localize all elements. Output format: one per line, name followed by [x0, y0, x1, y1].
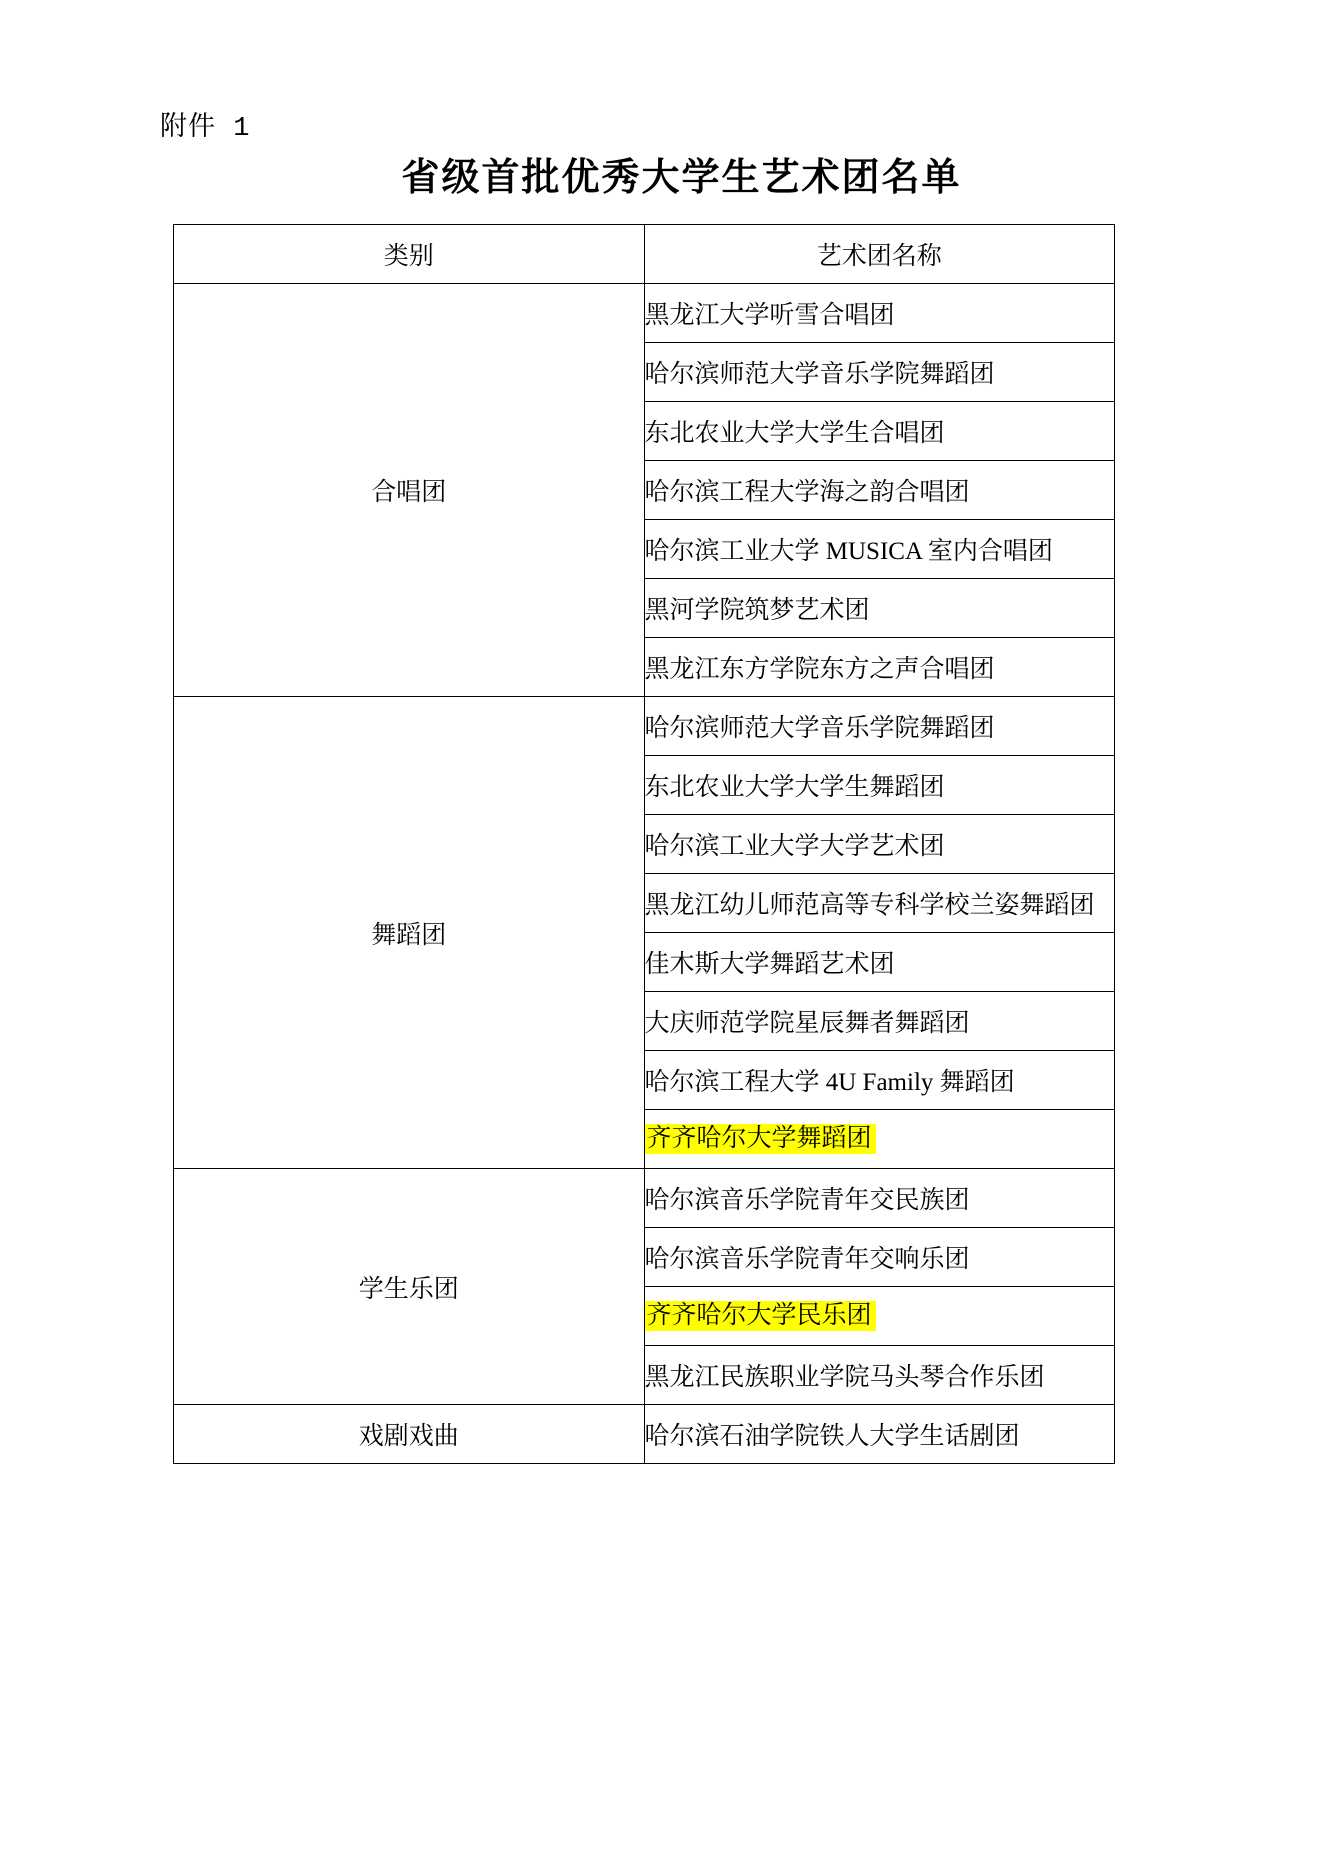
- troupe-name-cell: [644, 1051, 1115, 1110]
- category-cell: 戏剧戏曲: [174, 1405, 645, 1464]
- troupe-name-cell: [644, 638, 1115, 697]
- column-header-name: 艺术团名称: [644, 225, 1115, 284]
- troupe-name-cell: [644, 579, 1115, 638]
- troupe-name: 佳木斯大学舞蹈艺术团: [644, 951, 895, 978]
- troupe-name-cell: [644, 992, 1115, 1051]
- troupe-name-cell: [644, 815, 1115, 874]
- troupe-name-cell: [644, 1169, 1115, 1228]
- troupe-name: 大庆师范学院星辰舞者舞蹈团: [644, 1010, 970, 1037]
- table-row: [174, 284, 1115, 343]
- troupe-name-cell: [644, 1228, 1115, 1287]
- troupe-name: 哈尔滨音乐学院青年交民族团: [644, 1187, 970, 1214]
- troupe-name: 哈尔滨工程大学海之韵合唱团: [644, 479, 970, 506]
- troupe-name: 黑龙江大学听雪合唱团: [644, 302, 895, 329]
- art-troupe-table: [173, 224, 1115, 1464]
- troupe-name-cell: [644, 697, 1115, 756]
- troupe-name-cell: [644, 520, 1115, 579]
- troupe-name: 哈尔滨工业大学 MUSICA 室内合唱团: [644, 538, 1053, 565]
- troupe-name-cell: [644, 343, 1115, 402]
- troupe-name-highlighted: 齐齐哈尔大学民乐团: [645, 1301, 876, 1331]
- troupe-name: 东北农业大学大学生合唱团: [644, 420, 945, 447]
- troupe-name-cell: [644, 1405, 1115, 1464]
- troupe-name: 哈尔滨师范大学音乐学院舞蹈团: [644, 361, 995, 388]
- troupe-name: 哈尔滨音乐学院青年交响乐团: [644, 1246, 970, 1273]
- troupe-name: 哈尔滨工程大学 4U Family 舞蹈团: [644, 1069, 1015, 1096]
- troupe-name-cell: [644, 284, 1115, 343]
- troupe-name: 黑龙江幼儿师范高等专科学校兰姿舞蹈团: [644, 892, 1095, 919]
- troupe-name-cell: [644, 1287, 1115, 1346]
- table-header-row: [174, 225, 1115, 284]
- troupe-name: 黑龙江东方学院东方之声合唱团: [644, 656, 995, 683]
- troupe-name-highlighted: 齐齐哈尔大学舞蹈团: [645, 1124, 876, 1154]
- table-row: [174, 697, 1115, 756]
- troupe-name: 黑龙江民族职业学院马头琴合作乐团: [644, 1364, 1045, 1391]
- troupe-name: 东北农业大学大学生舞蹈团: [644, 774, 945, 801]
- troupe-name-cell: [644, 1346, 1115, 1405]
- troupe-name: 哈尔滨工业大学大学艺术团: [644, 833, 945, 860]
- troupe-name: 黑河学院筑梦艺术团: [644, 597, 870, 624]
- category-cell: 学生乐团: [174, 1169, 645, 1405]
- category-cell: 合唱团: [174, 284, 645, 697]
- troupe-name-cell: [644, 461, 1115, 520]
- troupe-name-cell: [644, 933, 1115, 992]
- page-title: 省级首批优秀大学生艺术团名单: [401, 157, 962, 199]
- troupe-name: 哈尔滨石油学院铁人大学生话剧团: [644, 1423, 1020, 1450]
- table-body: [174, 284, 1115, 1464]
- attachment-label: 附件 1: [160, 114, 251, 144]
- troupe-name-cell: [644, 874, 1115, 933]
- troupe-name-cell: [644, 1110, 1115, 1169]
- table-row: [174, 1405, 1115, 1464]
- table-row: [174, 1169, 1115, 1228]
- column-header-category: 类别: [174, 225, 645, 284]
- troupe-name: 哈尔滨师范大学音乐学院舞蹈团: [644, 715, 995, 742]
- category-cell: 舞蹈团: [174, 697, 645, 1169]
- troupe-name-cell: [644, 756, 1115, 815]
- troupe-name-cell: [644, 402, 1115, 461]
